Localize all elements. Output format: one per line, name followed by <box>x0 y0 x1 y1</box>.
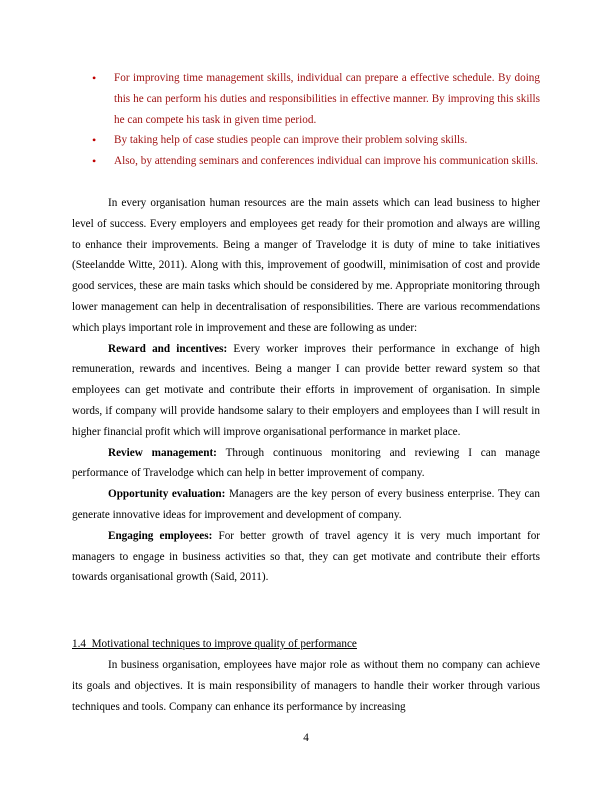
body-section <box>72 193 540 588</box>
bullet-text: By taking help of case studies people can improve their problem solving skills. <box>114 134 468 147</box>
recommendation-title: Reward and incentives: <box>108 342 228 355</box>
bullet-text: Also, by attending seminars and conferences individual can improve his communication skills. <box>114 155 539 168</box>
recommendation-text: Managers are the key person of every business enterprise. They can generate innovative ideas for improvement and development of company. <box>72 488 540 521</box>
recommendation-title: Opportunity evaluation: <box>108 488 226 501</box>
recommendation-text: Every worker improves their performance in exchange of high remuneration, rewards and incentives. Being a manger I can provide better reward system so that employees can get motivate and contribute their efforts in improvement of organisation. In simple words, if company will provide handsome salary to their employers and employees than I will result in higher financial profit which will improve organisational performance in market place. <box>72 342 540 438</box>
recommendation-reward <box>72 339 540 443</box>
recommendation-opportunity <box>72 484 540 526</box>
bullet-dot-icon: • <box>92 71 97 85</box>
bullet-dot-icon: • <box>92 154 97 169</box>
section-number: 1.4 <box>72 638 86 650</box>
bullet-list <box>90 68 540 172</box>
recommendation-title: Review management: <box>108 446 217 459</box>
closing-section <box>72 655 540 717</box>
intro-paragraph: In every organisation human resources are the main assets which can lead business to higher level of success. Every employers and employees get ready for their promotion and always are willing to enhance their improvements. Being a manger of Travelodge it is duty of mine to take initiatives (Steelandde Witte, 2011). Along with this, improvement of goodwill, minimisation of cost and provide good services, these are main tasks which should be considered by me. Appropriate monitoring through lower management can help in decentralisation of responsibilities. There are various recommendations which plays important role in improvement and these are following as under: <box>72 197 540 334</box>
recommendation-title: Engaging employees: <box>108 529 213 542</box>
recommendation-text: Through continuous monitoring and reviewing I can manage performance of Travelodge which can help in better improvement of company. <box>72 446 540 480</box>
bullet-dot-icon: • <box>92 133 97 148</box>
page-number: 4 <box>303 732 309 744</box>
bullet-item <box>90 151 540 172</box>
closing-paragraph: In business organisation, employees have major role as without them no company can achieve its goals and objectives. It is main responsibility of managers to handle their worker through various techniques and tools. Company can enhance its performance by increasing <box>72 659 540 713</box>
section-title: Motivational techniques to improve quality of performance <box>91 638 357 650</box>
bullet-item <box>90 68 540 130</box>
section-heading <box>72 634 357 654</box>
recommendation-text: For better growth of travel agency it is very much important for managers to engage in business activities so that, they can get motivate and contribute their efforts towards organisational growth (Said, 2011). <box>72 529 541 584</box>
bullet-text: For improving time management skills, individual can prepare a effective schedule. By doing this he can perform his duties and responsibilities in effective manner. By improving this skills he can compete his task in given time period. <box>114 72 540 126</box>
recommendation-engaging <box>72 526 540 588</box>
bullet-item <box>90 130 540 151</box>
recommendation-review <box>72 443 540 485</box>
